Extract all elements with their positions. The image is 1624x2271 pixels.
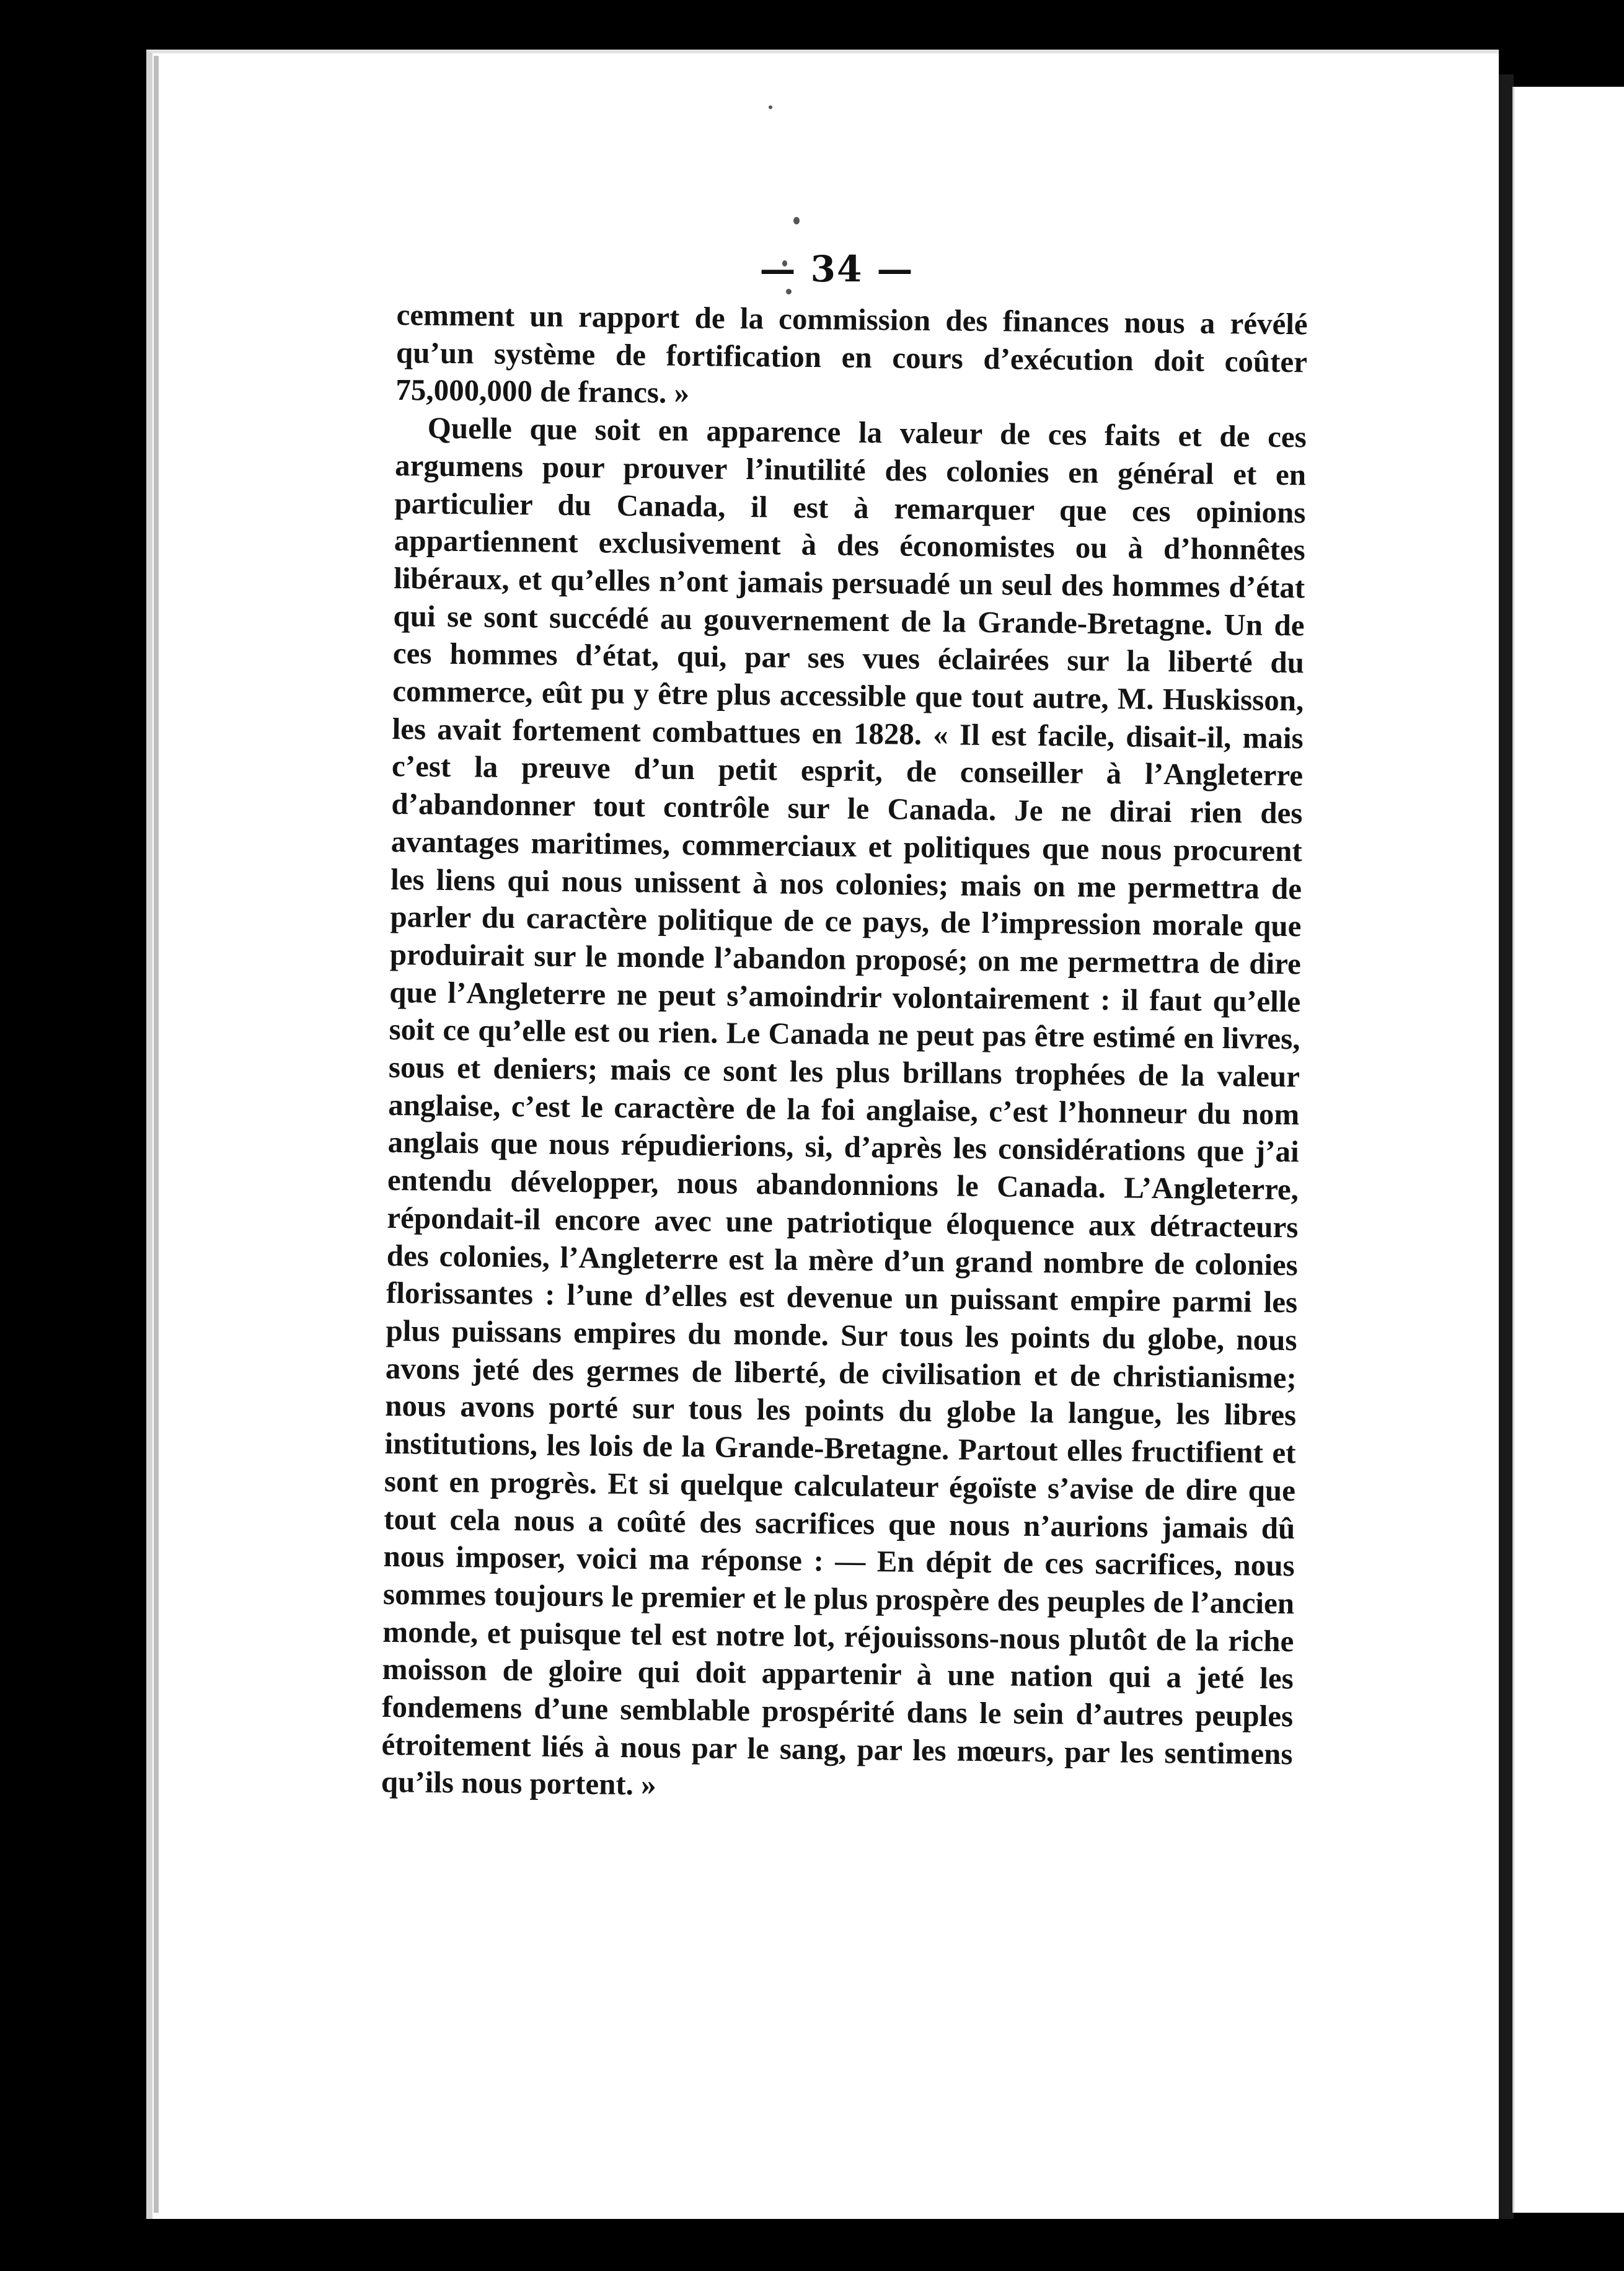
adjacent-page-edge [1512, 87, 1624, 2213]
page-number: — 34 — [759, 248, 914, 290]
ink-speck [769, 105, 772, 109]
paragraph: Quelle que soit en apparence la valeur de ces faits et de ces argumens pour prouver l’inutilité des colonies en général et en particulier du Canada, il est à remarquer que ces opinions appartiennent exclusivement à des économistes ou à d’honnêtes libéraux, et qu’elles n’ont jamais persuadé un seul des hommes d’état qui se sont succédé au gouvernement de la Grande-Bretagne. Un de ces hommes d’état, qui, par ses vues éclairées sur la liberté du commerce, eût pu y être plus accessible que tout autre, M. Huskisson, les avait fortement combattues en 1828. « Il est facile, disait-il, mais c’est la preuve d’un petit esprit, de conseiller à l’Angleterre d’abandonner tout contrôle sur le Canada. Je ne dirai rien des avantages maritimes, commerciaux et politiques que nous procurent les liens qui nous unissent à nos colonies; mais on me permettra de parler du caractère politique de ce pays, de l’impression morale que produirait sur le monde l’abandon proposé; on me permettra de dire que l’Angleterre ne peut s’amoindrir volontairement : il faut qu’elle soit ce qu’elle est ou rien. Le Canada ne peut pas être estimé en livres, sous et deniers; mais ce sont les plus brillans trophées de la valeur anglaise, c’est le caractère de la foi anglaise, c’est l’honneur du nom anglais que nous répudierions, si, d’après les considérations que j’ai entendu développer, nous abandonnions le Canada. L’Angleterre, répondait-il encore avec une patriotique éloquence aux détracteurs des colonies, l’Angleterre est la mère d’un grand nombre de colonies florissantes : l’une d’elles est devenue un puissant empire parmi les plus puissans empires du monde. Sur tous les points du globe, nous avons jeté des germes de liberté, de civilisation et de christianisme; nous avons porté sur tous les points du globe la langue, les libres institutions, les lois de la Grande-Bretagne. Partout elles fructifient et sont en progrès. Et si quelque calculateur égoïste s’avise de dire que tout cela nous a coûté des sacrifices que nous n’aurions jamais dû nous imposer, voici ma réponse : — En dépit de ces sacrifices, nous sommes toujours le premier et le plus prospère des peuples de l’ancien monde, et puisque tel est notre lot, réjouissons-nous plutôt de la riche moisson de gloire qui doit appartenir à une nation qui a jeté les fondemens d’une semblable prospérité dans le sein d’autres peuples étroitement liés à nous par le sang, par les mœurs, par les sentimens qu’ils nous portent. » [381, 410, 1307, 1802]
page-edge [154, 56, 159, 2213]
paragraph-continuation: cemment un rapport de la commission des finances nous a révélé qu’un système de fortification en cours d’exécution doit coûter 75,000,000 de francs. » [395, 297, 1308, 410]
body-text [381, 296, 1308, 1810]
ink-speck [793, 217, 800, 224]
page-gutter [1499, 74, 1514, 2219]
